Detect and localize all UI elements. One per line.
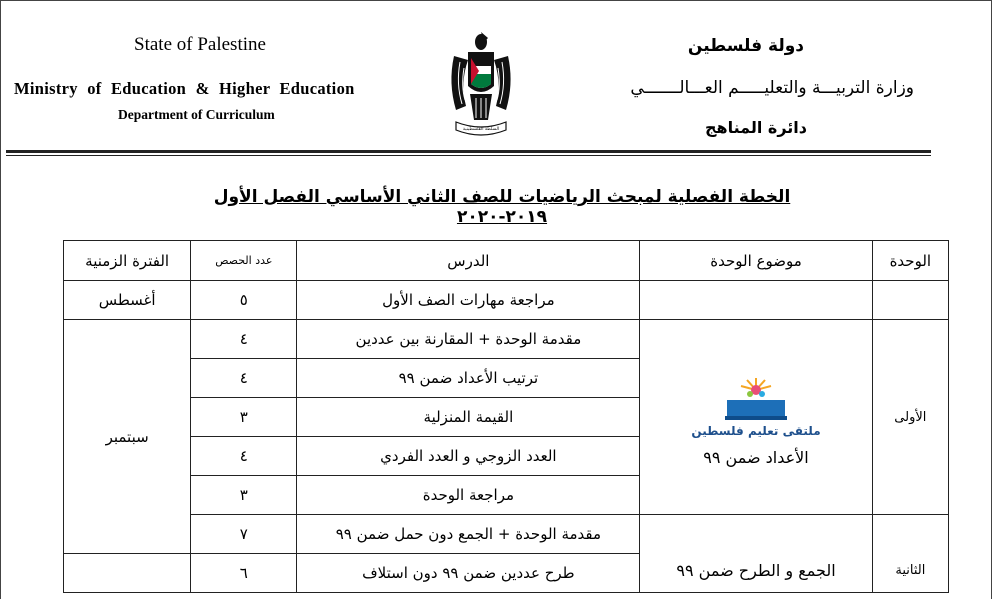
watermark-text: ملتقى تعليم فلسطين (691, 423, 821, 438)
cell-lesson: مراجعة الوحدة (297, 476, 640, 515)
header-unit: الوحدة (872, 241, 948, 281)
cell-count: ٤ (191, 437, 297, 476)
cell-period: سبتمبر (64, 320, 191, 554)
cell-count: ٤ (191, 320, 297, 359)
cell-count: ٣ (191, 398, 297, 437)
cell-lesson: مراجعة مهارات الصف الأول (297, 281, 640, 320)
cell-unit-empty (872, 281, 948, 320)
cell-count: ٤ (191, 359, 297, 398)
semester-plan-table (63, 240, 949, 593)
header-lesson: الدرس (297, 241, 640, 281)
header-ar-ministry: وزارة التربيـــة والتعليـــــم العـــالـــــــي (630, 78, 914, 98)
header-topic: موضوع الوحدة (640, 241, 872, 281)
cell-topic-text: الأعداد ضمن ٩٩ (703, 447, 809, 467)
header-rule-thick (6, 150, 931, 153)
table-row (64, 281, 949, 320)
cell-count: ٦ (191, 554, 297, 593)
header-ar-state: دولة فلسطين (687, 36, 804, 56)
cell-count: ٧ (191, 515, 297, 554)
cell-lesson: القيمة المنزلية (297, 398, 640, 437)
cell-period-empty (64, 554, 191, 593)
cell-lesson: ترتيب الأعداد ضمن ٩٩ (297, 359, 640, 398)
palestine-eagle-emblem (446, 28, 516, 140)
header-period: الفترة الزمنية (64, 241, 191, 281)
watermark-logo (640, 368, 871, 467)
header-en-state: State of Palestine (134, 34, 266, 55)
cell-lesson: مقدمة الوحدة + المقارنة بين عددين (297, 320, 640, 359)
table-row (64, 320, 949, 359)
cell-count: ٣ (191, 476, 297, 515)
cell-count: ٥ (191, 281, 297, 320)
cell-unit: الأولى (872, 320, 948, 515)
cell-lesson: طرح عددين ضمن ٩٩ دون استلاف (297, 554, 640, 593)
emblem-scroll-text: السلطة الفلسطينية (462, 127, 500, 132)
cell-topic-empty (640, 281, 872, 320)
book-icon (721, 376, 791, 422)
cell-lesson: مقدمة الوحدة + الجمع دون حمل ضمن ٩٩ (297, 515, 640, 554)
table-row (64, 515, 949, 554)
cell-period: أغسطس (64, 281, 191, 320)
table-header-row (64, 241, 949, 281)
cell-lesson: العدد الزوجي و العدد الفردي (297, 437, 640, 476)
header-ar-department: دائرة المناهج (704, 118, 807, 137)
document-title: الخطة الفصلية لمبحث الرياضيات للصف الثاني الأساسي الفصل الأول ٢٠١٩-٢٠٢٠ (213, 187, 791, 227)
header-en-department: Department of Curriculum (118, 107, 275, 122)
header-rule-thin (6, 155, 931, 156)
header-count: عدد الحصص (191, 241, 297, 281)
cell-topic (640, 320, 872, 515)
cell-unit: الثانية (872, 515, 948, 593)
header-en-ministry: Ministry of Education & Higher Education (14, 79, 355, 98)
cell-topic: الجمع و الطرح ضمن ٩٩ (640, 515, 872, 593)
